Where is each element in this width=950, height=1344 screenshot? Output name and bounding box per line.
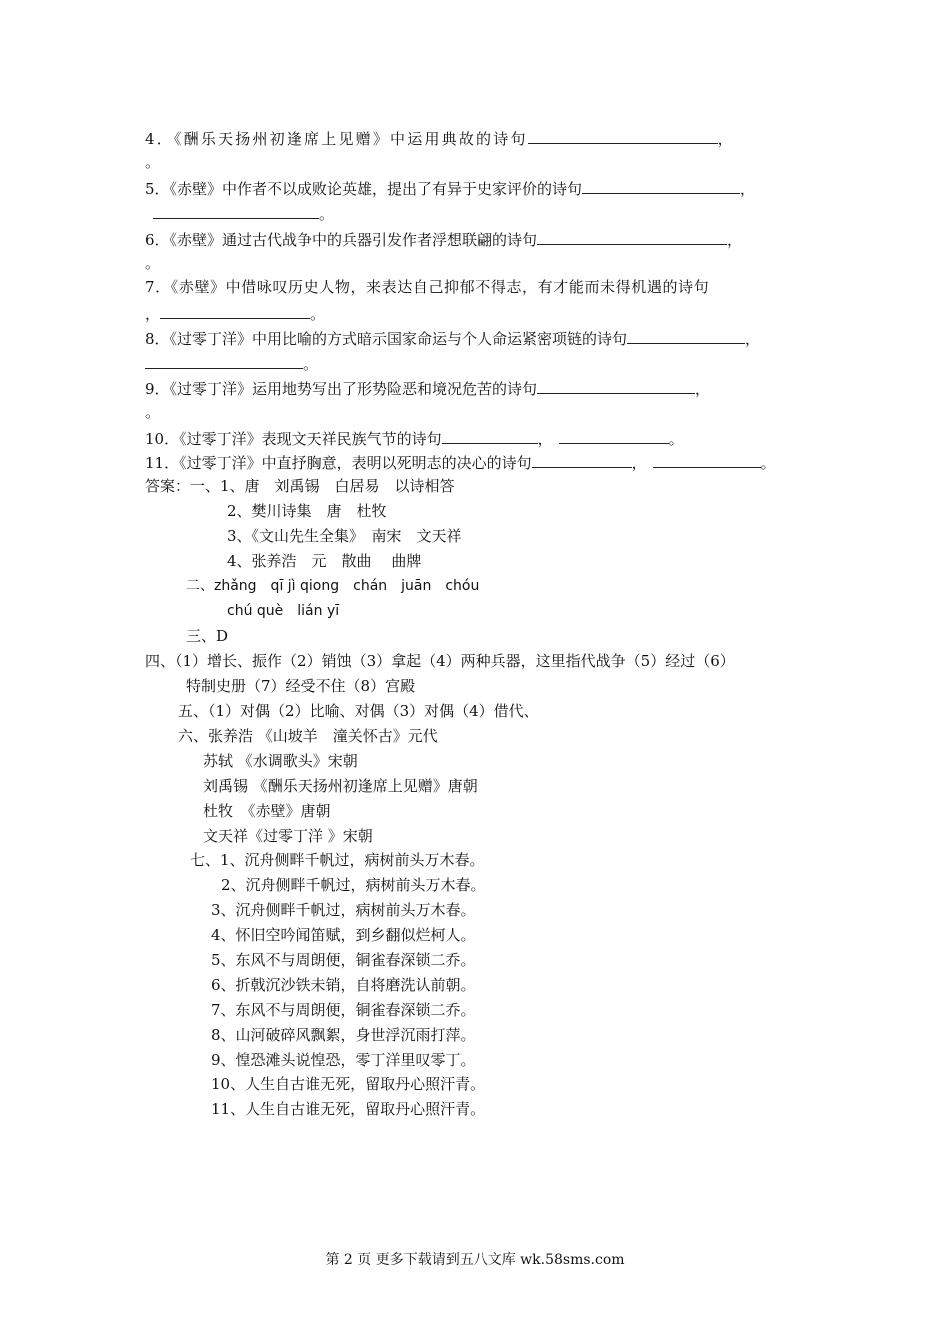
answer-1-4: 4、张养浩 元 散曲 曲牌 <box>227 552 422 570</box>
question-6: 6．《赤壁》通过古代战争中的兵器引发作者浮想联翩的诗句 ， <box>145 228 742 250</box>
question-4-end: 。 <box>145 153 161 171</box>
answer-blank <box>627 327 745 344</box>
question-text: 5．《赤壁》中作者不以成败论英雄，提出了有异于史家评价的诗句 <box>145 180 583 198</box>
question-4: 4．《酬乐天扬州初逢席上见赠》中运用典故的诗句 ， <box>145 127 735 149</box>
question-6-end: 。 <box>145 254 161 272</box>
answer-7-11: 11、人生自古谁无死，留取丹心照汗青。 <box>211 1100 486 1118</box>
question-text: 9．《过零丁洋》运用地势写出了形势险恶和境况危苦的诗句 <box>145 380 538 398</box>
answer-5: 五、（1）对偶（2）比喻、对偶（3）对偶（4）借代、 <box>178 702 539 720</box>
answer-7-9: 9、惶恐滩头说惶恐，零丁洋里叹零丁。 <box>211 1051 476 1069</box>
answer-7-1: 七、1、沉舟侧畔千帆过，病树前头万木春。 <box>190 851 485 869</box>
answer-2-1: 二、zhǎng qī jì qiong chán juān chóu <box>186 578 480 594</box>
answer-7-3: 3、沉舟侧畔千帆过，病树前头万木春。 <box>211 901 476 919</box>
answer-4-2: 特制史册（7）经受不住（8）宫殿 <box>186 677 416 695</box>
question-text: 7．《赤壁》中借咏叹历史人物，来表达自己抑郁不得志，有才能而未得机遇的诗句 <box>145 278 710 296</box>
answer-blank <box>528 127 718 144</box>
answer-2-2: chú què lián yī <box>227 603 340 619</box>
answer-blank <box>532 451 632 468</box>
question-8: 8．《过零丁洋》中用比喻的方式暗示国家命运与个人命运紧密项链的诗句 ， <box>145 327 760 349</box>
answer-blank <box>442 427 538 444</box>
answer-1-1: 答案：一、1、唐 刘禹锡 白居易 以诗相答 <box>145 477 455 495</box>
page-footer: 第 2 页 更多下载请到五八文库 wk.58sms.com <box>325 1252 625 1268</box>
question-9: 9．《过零丁洋》运用地势写出了形势险恶和境况危苦的诗句 ， <box>145 377 710 399</box>
question-5-cont: 。 <box>153 202 334 224</box>
answer-4-1: 四、（1）增长、振作（2）销蚀（3）拿起（4）两种兵器，这里指代战争（5）经过（6） <box>145 652 735 670</box>
answer-blank <box>153 202 319 219</box>
answer-7-7: 7、东风不与周朗便，铜雀春深锁二乔。 <box>211 1001 476 1019</box>
question-7-cont: ， 。 <box>145 302 325 324</box>
question-text: 8．《过零丁洋》中用比喻的方式暗示国家命运与个人命运紧密项链的诗句 <box>145 330 628 348</box>
answer-blank <box>537 228 727 245</box>
answer-6-1: 六、张养浩 《山坡羊 潼关怀古》元代 <box>178 727 438 745</box>
question-5: 5．《赤壁》中作者不以成败论英雄，提出了有异于史家评价的诗句 ， <box>145 177 755 199</box>
answer-blank <box>160 302 310 319</box>
answer-blank <box>653 451 761 468</box>
question-text: 11．《过零丁洋》中直抒胸意，表明以死明志的决心的诗句 <box>145 454 532 472</box>
question-text: 10．《过零丁洋》表现文天祥民族气节的诗句 <box>145 430 442 448</box>
answer-7-5: 5、东风不与周朗便，铜雀春深锁二乔。 <box>211 951 476 969</box>
answer-3: 三、D <box>186 627 229 645</box>
question-8-cont: 。 <box>145 352 318 374</box>
answer-7-6: 6、折戟沉沙铁未销，自将磨洗认前朝。 <box>211 976 476 994</box>
answer-6-5: 文天祥《过零丁洋 》宋朝 <box>203 827 373 845</box>
answer-blank <box>145 352 303 369</box>
answer-blank <box>582 177 740 194</box>
question-7 <box>145 277 709 297</box>
answer-1-2: 2、樊川诗集 唐 杜牧 <box>227 502 387 520</box>
question-11: 11．《过零丁洋》中直抒胸意，表明以死明志的决心的诗句 ， 。 <box>145 451 776 473</box>
answer-1-3: 3、《文山先生全集》 南宋 文天祥 <box>227 527 462 545</box>
question-text: 4．《酬乐天扬州初逢席上见赠》中运用典故的诗句 <box>145 130 528 148</box>
answer-7-4: 4、怀旧空吟闻笛赋，到乡翻似烂柯人。 <box>211 926 476 944</box>
answer-blank <box>537 377 695 394</box>
question-text: 6．《赤壁》通过古代战争中的兵器引发作者浮想联翩的诗句 <box>145 231 538 249</box>
answer-6-4: 杜牧 《赤壁》唐朝 <box>203 802 331 820</box>
answer-7-8: 8、山河破碎风飘絮，身世浮沉雨打萍。 <box>211 1026 476 1044</box>
question-10: 10．《过零丁洋》表现文天祥民族气节的诗句 ， 。 <box>145 427 684 449</box>
answer-blank <box>559 427 669 444</box>
answer-7-2: 2、沉舟侧畔千帆过，病树前头万木春。 <box>221 876 486 894</box>
answer-6-3: 刘禹锡 《酬乐天扬州初逢席上见赠》唐朝 <box>203 777 478 795</box>
answer-7-10: 10、人生自古谁无死，留取丹心照汗青。 <box>211 1075 486 1093</box>
question-9-end: 。 <box>145 403 161 421</box>
answer-6-2: 苏轼 《水调歌头》宋朝 <box>203 752 358 770</box>
